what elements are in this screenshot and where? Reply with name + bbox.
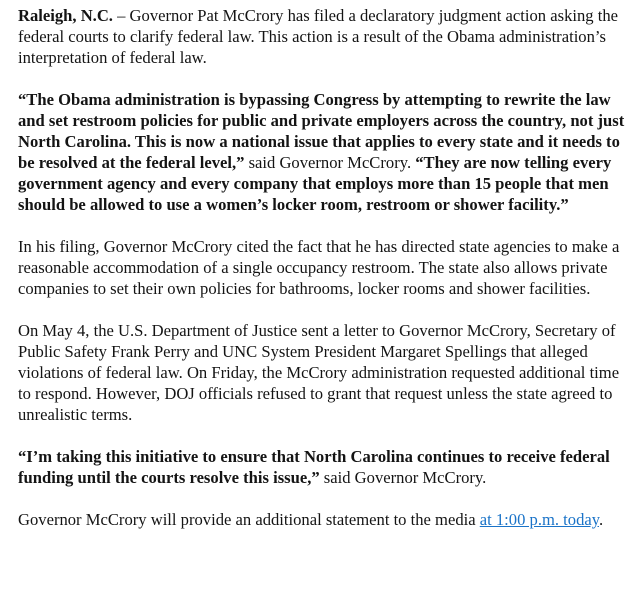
paragraph-filing: [18, 236, 630, 299]
paragraph-quote-1: [18, 89, 630, 215]
filing-text: In his filing, Governor McCrory cited the fact that he has directed state agencies to make a reasonable accommodation of a single occupancy restroom. The state also allows private companies to set their own policies for bathrooms, locker rooms and shower facilities.: [18, 237, 620, 298]
statement-end: .: [598, 510, 604, 529]
intro-text: Governor Pat McCrory has filed a declaratory judgment action asking the federal courts to clarify federal law. This action is a result of the Obama administration’s interpretation of federal law.: [18, 6, 618, 67]
press-release: [18, 5, 630, 530]
quote-rewrite-law: “The Obama administration is bypassing Congress by attempting to rewrite the law and set restroom policies for public and private employers across the country, not just North Carolina. This is now a national issue that applies to every state and it needs to be resolved at the federal level,”: [18, 90, 625, 172]
paragraph-statement: [18, 509, 630, 530]
quote-federal-funding: “I’m taking this initiative to ensure that North Carolina continues to receive federal funding until the courts resolve this issue,”: [18, 447, 610, 487]
quote-locker-room: “They are now telling every government agency and every company that employs more than 15 people that men should be allowed to use a women’s locker room, restroom or shower facility.”: [18, 153, 612, 214]
quote-2-attribution: said Governor McCrory.: [319, 468, 487, 487]
paragraph-quote-2: [18, 446, 630, 488]
statement-time-link[interactable]: at 1:00 p.m. today: [479, 510, 599, 529]
statement-text: Governor McCrory will provide an additional statement to the media: [18, 510, 480, 529]
dateline: Raleigh, N.C.: [18, 6, 113, 25]
dateline-dash: –: [112, 6, 130, 25]
paragraph-intro: [18, 5, 630, 68]
quote-attribution: said Governor McCrory.: [244, 153, 416, 172]
paragraph-doj-letter: [18, 320, 630, 425]
doj-letter-text: On May 4, the U.S. Department of Justice sent a letter to Governor McCrory, Secretary of Public Safety Frank Perry and UNC System President Margaret Spellings that alleged violations of federal law. On Friday, the McCrory administration requested additional time to respond. However, DOJ officials refused to grant that request unless the state agreed to unrealistic terms.: [18, 321, 620, 424]
